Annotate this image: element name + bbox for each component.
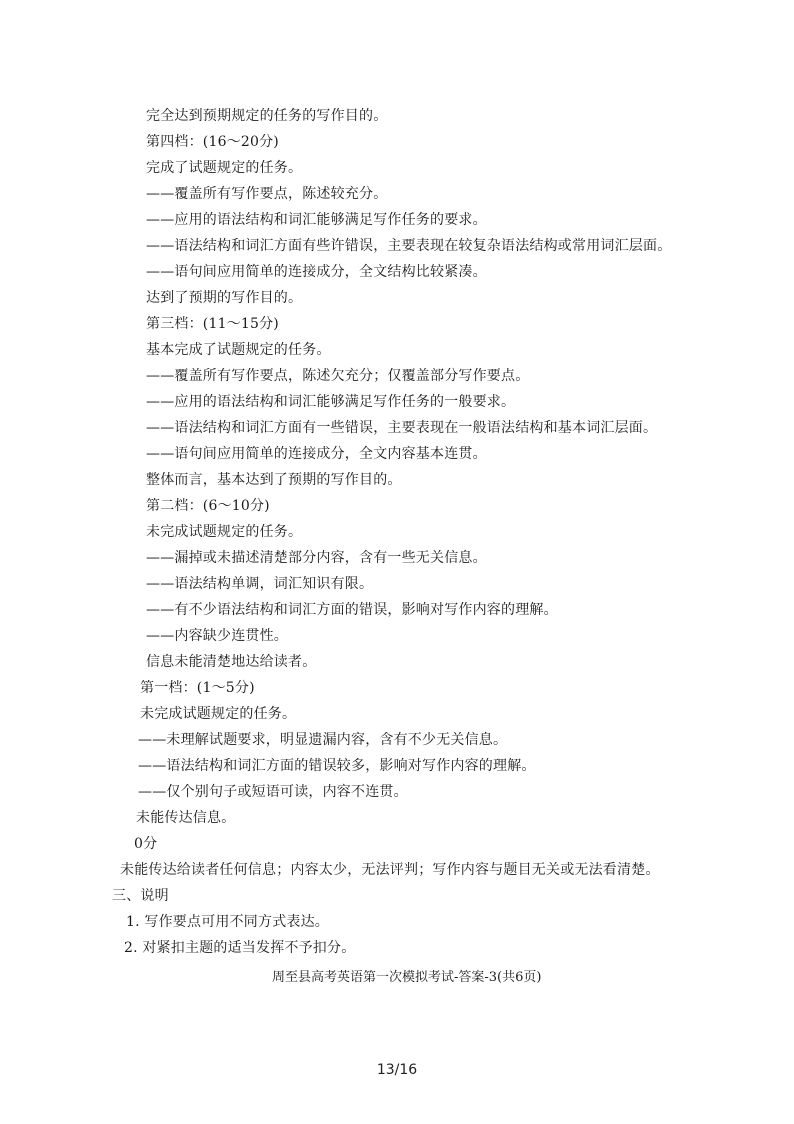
text-line: ——语法结构和词汇方面有些许错误，主要表现在较复杂语法结构或常用词汇层面。 [146, 238, 672, 254]
text-line: 未能传达信息。 [136, 810, 236, 826]
text-line: 达到了预期的写作目的。 [146, 290, 303, 306]
section-heading: 三、说明 [112, 888, 169, 904]
text-line: 信息未能清楚地达给读者。 [146, 654, 317, 670]
section-heading: 第四档：(16～20分) [146, 134, 279, 150]
text-line: ——语句间应用简单的连接成分，全文内容基本连贯。 [146, 446, 487, 462]
text-line: ——未理解试题要求，明显遗漏内容，含有不少无关信息。 [138, 732, 508, 748]
footer-title: 周至县高考英语第一次模拟考试-答案-3(共6页) [272, 970, 542, 985]
text-line: 整体而言，基本达到了预期的写作目的。 [146, 472, 402, 488]
page-number: 13/16 [376, 1062, 418, 1078]
text-line: 1. 写作要点可用不同方式表达。 [126, 914, 330, 930]
text-line: ——漏掉或未描述清楚部分内容，含有一些无关信息。 [146, 550, 487, 566]
text-line: 基本完成了试题规定的任务。 [146, 342, 331, 358]
text-line: ——覆盖所有写作要点，陈述较充分。 [146, 186, 388, 202]
text-line: ——应用的语法结构和词汇能够满足写作任务的要求。 [146, 212, 487, 228]
text-line: 完全达到预期规定的任务的写作目的。 [146, 108, 388, 124]
text-line: 完成了试题规定的任务。 [146, 160, 303, 176]
text-line: 2. 对紧扣主题的适当发挥不予扣分。 [124, 940, 356, 956]
text-line: ——语法结构单调，词汇知识有限。 [146, 576, 374, 592]
text-line: ——内容缺少连贯性。 [146, 628, 288, 644]
section-heading: 第二档：(6～10分) [146, 498, 270, 514]
section-heading: 第三档：(11～15分) [146, 316, 279, 332]
text-line: 未能传达给读者任何信息；内容太少，无法评判；写作内容与题目无关或无法看清楚。 [120, 862, 660, 878]
text-line: ——语法结构和词汇方面有一些错误，主要表现在一般语法结构和基本词汇层面。 [146, 420, 658, 436]
text-line: ——语法结构和词汇方面的错误较多，影响对写作内容的理解。 [138, 758, 536, 774]
section-heading: 第一档：(1～5分) [140, 680, 255, 696]
text-line: ——语句间应用简单的连接成分，全文结构比较紧凑。 [146, 264, 487, 280]
text-line: 未完成试题规定的任务。 [146, 524, 303, 540]
section-heading: 0分 [134, 836, 158, 852]
text-line: ——覆盖所有写作要点，陈述欠充分；仅覆盖部分写作要点。 [146, 368, 530, 384]
text-line: ——应用的语法结构和词汇能够满足写作任务的一般要求。 [146, 394, 516, 410]
text-line: ——仅个别句子或短语可读，内容不连贯。 [138, 784, 408, 800]
text-line: 未完成试题规定的任务。 [140, 706, 297, 722]
text-line: ——有不少语法结构和词汇方面的错误，影响对写作内容的理解。 [146, 602, 558, 618]
